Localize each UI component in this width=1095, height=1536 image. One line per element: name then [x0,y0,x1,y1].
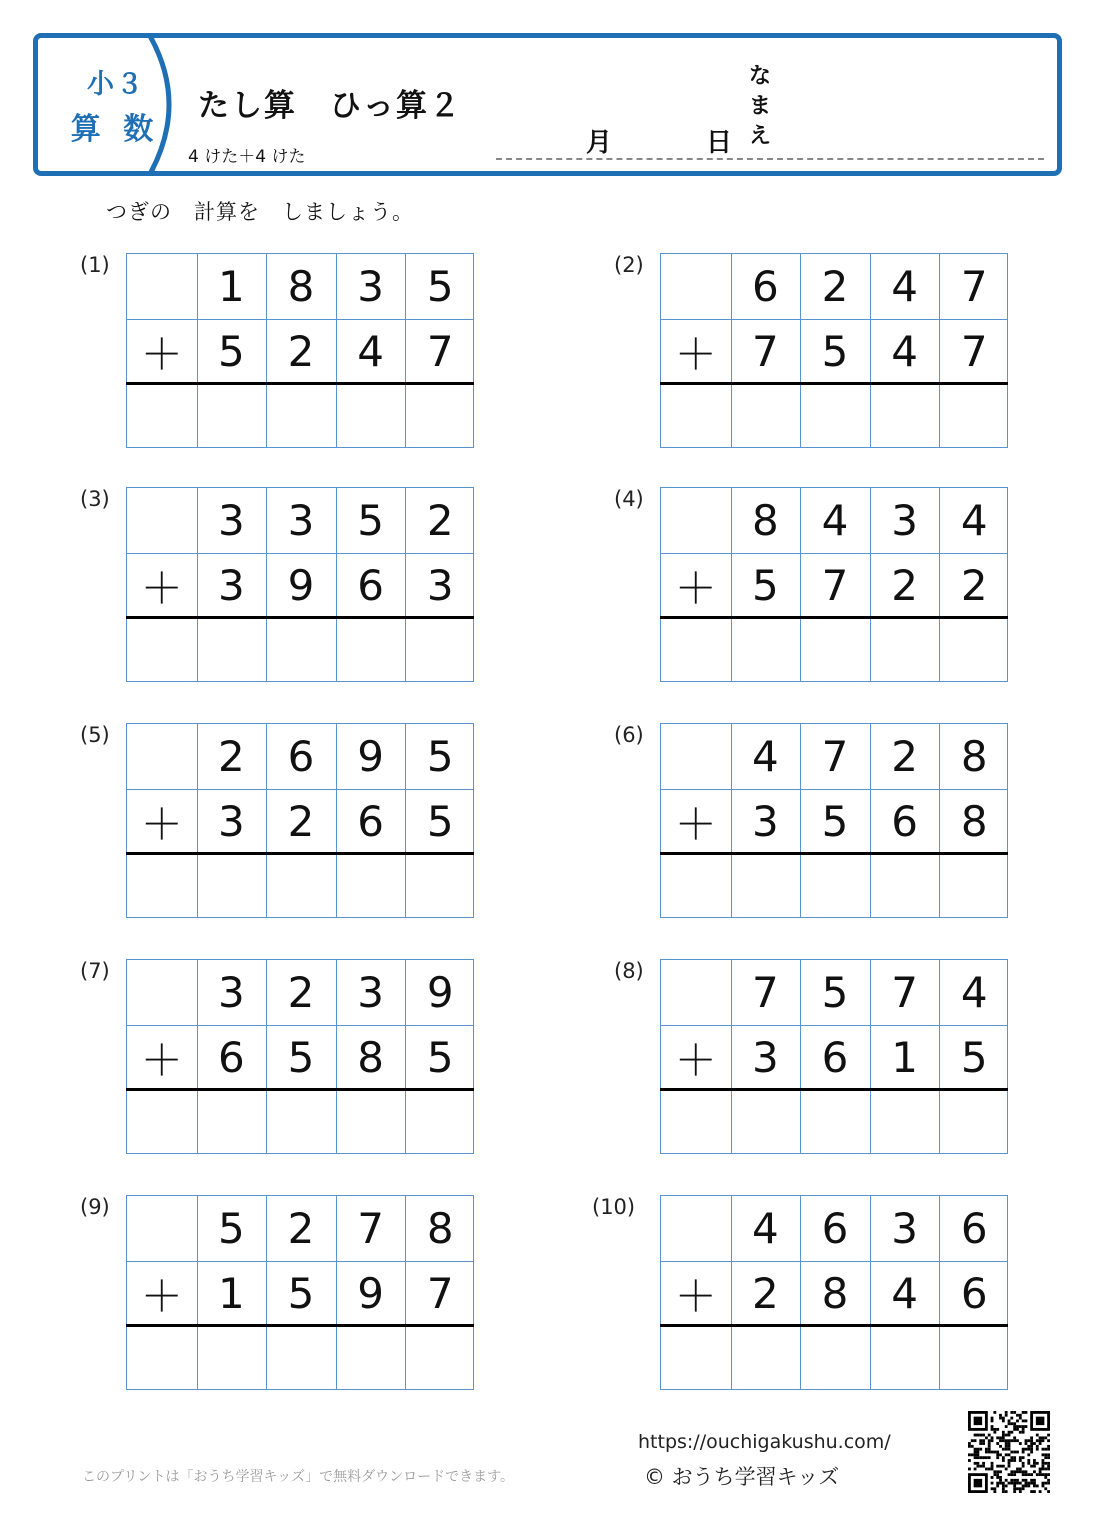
plus-sign: ＋ [140,1271,183,1321]
top-number-row [661,960,1007,1025]
answer-cell[interactable] [870,1090,940,1155]
answer-cell[interactable] [800,384,870,449]
digit-cell: 3 [891,496,918,545]
grade-subject-panel [38,38,198,171]
answer-cell[interactable] [336,384,406,449]
addition-grid [660,959,1008,1154]
addition-grid [126,959,474,1154]
digit-cell: 7 [891,968,918,1017]
digit-cell: 5 [426,1033,454,1082]
name-write-line[interactable] [496,158,1044,160]
digit-cell: 2 [287,968,315,1017]
answer-cell[interactable] [405,618,475,683]
problem-2 [614,253,1034,453]
digit-cell: 7 [426,1269,454,1318]
problem-5 [80,723,500,923]
subject-label: 算 数 [70,112,160,147]
answer-row [127,1326,473,1391]
answer-cell[interactable] [127,854,197,919]
digit-cell: 3 [218,968,245,1017]
digit-cell: 3 [752,797,779,846]
plus-sign: ＋ [140,563,183,613]
plus-sign: ＋ [674,563,717,613]
digit-cell: 2 [287,327,315,376]
digit-cell: 2 [218,732,245,781]
bottom-number-row [661,319,1007,384]
digit-cell: 8 [426,1204,454,1253]
bottom-number-row [661,1025,1007,1090]
answer-cell[interactable] [127,384,197,449]
answer-cell[interactable] [800,618,870,683]
empty-cell [127,960,197,1025]
answer-cell[interactable] [405,384,475,449]
brand-copyright: © おうち学習キッズ [644,1465,840,1489]
answer-cell[interactable] [731,1326,801,1391]
answer-row [127,618,473,683]
answer-cell[interactable] [127,1090,197,1155]
answer-cell[interactable] [870,384,940,449]
bottom-number-row [661,553,1007,618]
problem-number: (5) [80,723,110,747]
problem-number: (9) [80,1195,110,1219]
problem-number: (7) [80,959,110,983]
answer-cell[interactable] [266,854,336,919]
digit-cell: 6 [287,732,315,781]
problem-number: (2) [614,253,644,277]
answer-cell[interactable] [661,854,731,919]
answer-cell[interactable] [939,854,1009,919]
problem-6 [614,723,1034,923]
answer-cell[interactable] [939,1326,1009,1391]
digit-cell: 3 [218,561,245,610]
digit-cell: 9 [357,732,384,781]
digit-cell: 5 [287,1269,315,1318]
answer-cell[interactable] [405,1326,475,1391]
answer-row [661,384,1007,449]
digit-cell: 2 [752,1269,779,1318]
bottom-number-row [127,1261,473,1326]
answer-cell[interactable] [870,854,940,919]
digit-cell: 1 [891,1033,918,1082]
digit-cell: 8 [960,732,988,781]
digit-cell: 5 [218,327,245,376]
empty-cell [127,724,197,789]
top-number-row [127,1196,473,1261]
digit-cell: 8 [960,797,988,846]
bottom-number-row [127,789,473,854]
plus-sign: ＋ [140,799,183,849]
digit-cell: 4 [891,1269,918,1318]
problem-number: (1) [80,253,110,277]
problem-number: (4) [614,487,644,511]
month-label: 月 [586,128,613,158]
answer-cell[interactable] [197,384,267,449]
digit-cell: 5 [821,797,849,846]
name-label: なまえ [748,64,771,149]
grade-label: 小３ [87,69,145,100]
digit-cell: 6 [821,1204,849,1253]
answer-cell[interactable] [661,1326,731,1391]
top-number-row [661,724,1007,789]
problem-number: (3) [80,487,110,511]
digit-cell: 7 [960,327,988,376]
digit-cell: 6 [357,797,384,846]
problem-9 [80,1195,500,1395]
top-number-row [661,1196,1007,1261]
plus-sign: ＋ [674,1271,717,1321]
empty-cell [127,488,197,553]
answer-cell[interactable] [336,618,406,683]
digit-cell: 3 [287,496,315,545]
digit-cell: 3 [218,496,245,545]
answer-cell[interactable] [731,854,801,919]
answer-row [661,854,1007,919]
answer-cell[interactable] [127,1326,197,1391]
addition-grid [660,487,1008,682]
answer-cell[interactable] [266,1326,336,1391]
problem-10 [592,1195,1034,1395]
digit-cell: 9 [357,1269,384,1318]
digit-cell: 6 [891,797,918,846]
bottom-number-row [127,319,473,384]
digit-cell: 2 [287,1204,315,1253]
digit-cell: 5 [426,732,454,781]
digit-cell: 2 [960,561,988,610]
digit-cell: 5 [426,262,454,311]
digit-cell: 2 [821,262,849,311]
answer-row [661,618,1007,683]
digit-cell: 6 [960,1269,988,1318]
answer-cell[interactable] [800,1326,870,1391]
footer-note: このプリントは「おうち学習キッズ」で無料ダウンロードできます。 [82,1469,515,1485]
empty-cell [661,1196,731,1261]
answer-cell[interactable] [870,1326,940,1391]
answer-row [127,854,473,919]
empty-cell [661,488,731,553]
answer-cell[interactable] [939,384,1009,449]
digit-cell: 7 [821,561,849,610]
answer-cell[interactable] [731,618,801,683]
answer-cell[interactable] [197,1090,267,1155]
digit-cell: 7 [752,968,779,1017]
digit-cell: 8 [752,496,779,545]
page-subtitle: 4 けた＋4 けた [188,147,306,167]
top-number-row [127,254,473,319]
digit-cell: 4 [960,496,988,545]
empty-cell [661,960,731,1025]
answer-cell[interactable] [939,1090,1009,1155]
digit-cell: 4 [821,496,849,545]
answer-cell[interactable] [266,384,336,449]
digit-cell: 6 [218,1033,245,1082]
top-number-row [127,960,473,1025]
answer-cell[interactable] [870,618,940,683]
answer-row [661,1326,1007,1391]
answer-cell[interactable] [336,854,406,919]
addition-grid [126,723,474,918]
answer-cell[interactable] [731,1090,801,1155]
problem-3 [80,487,500,687]
problem-number: (8) [614,959,644,983]
answer-cell[interactable] [266,618,336,683]
empty-cell [661,724,731,789]
answer-cell[interactable] [661,1090,731,1155]
digit-cell: 5 [287,1033,315,1082]
top-number-row [661,488,1007,553]
digit-cell: 4 [752,1204,779,1253]
answer-row [127,1090,473,1155]
digit-cell: 7 [821,732,849,781]
plus-sign: ＋ [140,329,183,379]
addition-grid [660,1195,1008,1390]
top-number-row [127,488,473,553]
bottom-number-row [661,1261,1007,1326]
plus-sign: ＋ [140,1035,183,1085]
answer-cell[interactable] [266,1090,336,1155]
digit-cell: 4 [891,327,918,376]
addition-grid [126,1195,474,1390]
digit-cell: 5 [357,496,384,545]
answer-cell[interactable] [127,618,197,683]
answer-cell[interactable] [800,854,870,919]
answer-cell[interactable] [336,1090,406,1155]
answer-cell[interactable] [197,1326,267,1391]
problem-7 [80,959,500,1159]
addition-grid [660,723,1008,918]
digit-cell: 4 [960,968,988,1017]
plus-sign: ＋ [674,799,717,849]
problem-8 [614,959,1034,1159]
empty-cell [127,254,197,319]
digit-cell: 3 [426,561,454,610]
answer-cell[interactable] [405,854,475,919]
digit-cell: 5 [218,1204,245,1253]
answer-row [127,384,473,449]
empty-cell [127,1196,197,1261]
digit-cell: 7 [426,327,454,376]
digit-cell: 2 [891,732,918,781]
bottom-number-row [127,1025,473,1090]
answer-cell[interactable] [661,618,731,683]
digit-cell: 6 [960,1204,988,1253]
digit-cell: 3 [218,797,245,846]
problem-number: (10) [592,1195,636,1219]
top-number-row [127,724,473,789]
digit-cell: 9 [287,561,315,610]
digit-cell: 5 [821,327,849,376]
digit-cell: 7 [752,327,779,376]
answer-row [661,1090,1007,1155]
qr-code-icon[interactable] [968,1411,1050,1493]
addition-grid [660,253,1008,448]
digit-cell: 1 [218,262,245,311]
digit-cell: 3 [891,1204,918,1253]
site-url[interactable]: https://ouchigakushu.com/ [638,1431,891,1453]
answer-cell[interactable] [731,384,801,449]
problem-1 [80,253,500,453]
digit-cell: 3 [357,968,384,1017]
digit-cell: 2 [426,496,454,545]
digit-cell: 3 [357,262,384,311]
digit-cell: 8 [287,262,315,311]
digit-cell: 2 [891,561,918,610]
day-label: 日 [706,128,733,158]
answer-cell[interactable] [336,1326,406,1391]
answer-cell[interactable] [405,1090,475,1155]
digit-cell: 4 [357,327,384,376]
problem-4 [614,487,1034,687]
addition-grid [126,487,474,682]
answer-cell[interactable] [800,1090,870,1155]
problem-number: (6) [614,723,644,747]
digit-cell: 7 [960,262,988,311]
digit-cell: 5 [752,561,779,610]
answer-cell[interactable] [939,618,1009,683]
top-number-row [661,254,1007,319]
digit-cell: 6 [357,561,384,610]
addition-grid [126,253,474,448]
digit-cell: 5 [821,968,849,1017]
digit-cell: 6 [752,262,779,311]
digit-cell: 6 [821,1033,849,1082]
digit-cell: 4 [891,262,918,311]
answer-cell[interactable] [197,854,267,919]
worksheet-header [33,33,1062,176]
answer-cell[interactable] [661,384,731,449]
plus-sign: ＋ [674,1035,717,1085]
instruction-text: つぎの 計算を しましょう。 [106,200,414,224]
empty-cell [661,254,731,319]
answer-cell[interactable] [197,618,267,683]
digit-cell: 9 [426,968,454,1017]
digit-cell: 8 [821,1269,849,1318]
digit-cell: 3 [752,1033,779,1082]
digit-cell: 7 [357,1204,384,1253]
bottom-number-row [661,789,1007,854]
digit-cell: 2 [287,797,315,846]
digit-cell: 1 [218,1269,245,1318]
digit-cell: 5 [426,797,454,846]
bottom-number-row [127,553,473,618]
plus-sign: ＋ [674,329,717,379]
digit-cell: 5 [960,1033,988,1082]
digit-cell: 8 [357,1033,384,1082]
digit-cell: 4 [752,732,779,781]
page-title: たし算 ひっ算２ [198,88,462,124]
